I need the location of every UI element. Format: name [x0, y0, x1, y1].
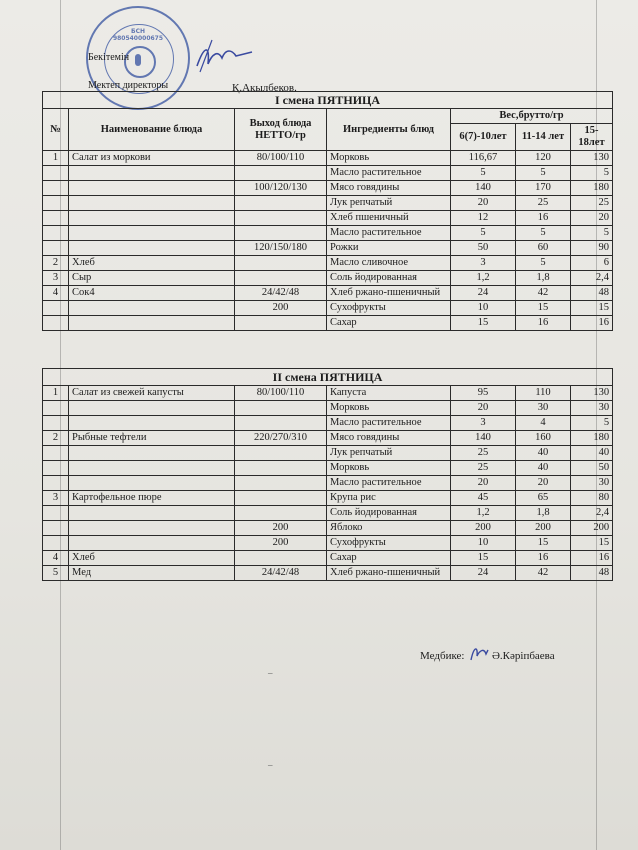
- row-output: 24/42/48: [235, 566, 327, 581]
- col-dish: Наименование блюда: [69, 109, 235, 151]
- row-weight-6-10: 140: [451, 431, 516, 446]
- row-output: 120/150/180: [235, 241, 327, 256]
- row-weight-6-10: 15: [451, 551, 516, 566]
- col-age-11-14: 11-14 лет: [516, 124, 571, 151]
- row-ingredient: Соль йодированная: [327, 506, 451, 521]
- row-weight-11-14: 42: [516, 566, 571, 581]
- table-row: [43, 506, 613, 521]
- row-output: [235, 226, 327, 241]
- row-ingredient: Соль йодированная: [327, 271, 451, 286]
- row-weight-11-14: 5: [516, 256, 571, 271]
- row-num: [43, 416, 69, 431]
- row-weight-6-10: 95: [451, 386, 516, 401]
- row-ingredient: Масло растительное: [327, 226, 451, 241]
- row-weight-6-10: 1,2: [451, 271, 516, 286]
- row-output: [235, 416, 327, 431]
- row-num: 5: [43, 566, 69, 581]
- row-ingredient: Масло растительное: [327, 166, 451, 181]
- row-num: [43, 166, 69, 181]
- row-weight-6-10: 20: [451, 401, 516, 416]
- col-num: №: [43, 109, 69, 151]
- row-dish: Сок4: [69, 286, 235, 301]
- row-weight-11-14: 170: [516, 181, 571, 196]
- row-ingredient: Мясо говядины: [327, 431, 451, 446]
- table-row: [43, 551, 613, 566]
- row-weight-15-18: 130: [571, 151, 613, 166]
- row-ingredient: Крупа рис: [327, 491, 451, 506]
- row-num: [43, 536, 69, 551]
- row-dish: [69, 461, 235, 476]
- row-ingredient: Сухофрукты: [327, 536, 451, 551]
- row-num: [43, 316, 69, 331]
- table-row: [43, 401, 613, 416]
- row-weight-11-14: 25: [516, 196, 571, 211]
- row-weight-15-18: 40: [571, 446, 613, 461]
- row-output: [235, 256, 327, 271]
- col-output: Выход блюда НЕТТО/гр: [235, 109, 327, 151]
- row-ingredient: Морковь: [327, 401, 451, 416]
- row-output: [235, 506, 327, 521]
- row-output: 80/100/110: [235, 386, 327, 401]
- row-weight-11-14: 16: [516, 551, 571, 566]
- row-weight-11-14: 200: [516, 521, 571, 536]
- row-output: [235, 446, 327, 461]
- row-ingredient: Морковь: [327, 151, 451, 166]
- row-weight-6-10: 140: [451, 181, 516, 196]
- shift1-title: I смена ПЯТНИЦА: [43, 92, 613, 109]
- shift2-rows: [43, 386, 613, 581]
- row-dish: Сыр: [69, 271, 235, 286]
- table-row: [43, 431, 613, 446]
- table-row: [43, 476, 613, 491]
- scan-mark: –: [268, 668, 273, 678]
- row-num: [43, 241, 69, 256]
- table-row: [43, 491, 613, 506]
- row-weight-15-18: 16: [571, 316, 613, 331]
- row-ingredient: Морковь: [327, 461, 451, 476]
- row-num: 3: [43, 491, 69, 506]
- row-weight-6-10: 10: [451, 301, 516, 316]
- row-weight-15-18: 16: [571, 551, 613, 566]
- row-num: 2: [43, 256, 69, 271]
- row-dish: Хлеб: [69, 551, 235, 566]
- table-row: [43, 211, 613, 226]
- row-weight-15-18: 48: [571, 566, 613, 581]
- shift2-title: II смена ПЯТНИЦА: [43, 369, 613, 386]
- row-num: [43, 211, 69, 226]
- col-ingredients: Ингредиенты блюд: [327, 109, 451, 151]
- shift1-rows: [43, 151, 613, 331]
- row-weight-6-10: 116,67: [451, 151, 516, 166]
- table-row: [43, 536, 613, 551]
- row-weight-15-18: 130: [571, 386, 613, 401]
- row-weight-11-14: 1,8: [516, 506, 571, 521]
- row-weight-11-14: 16: [516, 316, 571, 331]
- row-ingredient: Мясо говядины: [327, 181, 451, 196]
- row-weight-11-14: 30: [516, 401, 571, 416]
- row-num: [43, 196, 69, 211]
- row-ingredient: Рожки: [327, 241, 451, 256]
- row-dish: [69, 166, 235, 181]
- row-dish: [69, 181, 235, 196]
- row-output: 24/42/48: [235, 286, 327, 301]
- row-num: 3: [43, 271, 69, 286]
- row-output: 200: [235, 521, 327, 536]
- row-output: [235, 211, 327, 226]
- row-ingredient: Сахар: [327, 551, 451, 566]
- row-num: [43, 461, 69, 476]
- row-weight-11-14: 4: [516, 416, 571, 431]
- row-dish: [69, 211, 235, 226]
- director-name: Қ.Акылбеков.: [232, 82, 297, 94]
- table-row: [43, 286, 613, 301]
- row-weight-11-14: 15: [516, 536, 571, 551]
- shift1-table: [42, 91, 613, 331]
- row-weight-15-18: 30: [571, 476, 613, 491]
- row-weight-15-18: 5: [571, 226, 613, 241]
- row-num: 1: [43, 151, 69, 166]
- row-num: [43, 506, 69, 521]
- table-row: [43, 566, 613, 581]
- row-num: [43, 476, 69, 491]
- row-weight-6-10: 24: [451, 286, 516, 301]
- row-weight-11-14: 65: [516, 491, 571, 506]
- row-weight-15-18: 90: [571, 241, 613, 256]
- row-output: 100/120/130: [235, 181, 327, 196]
- row-dish: [69, 301, 235, 316]
- row-dish: [69, 506, 235, 521]
- row-weight-15-18: 15: [571, 301, 613, 316]
- row-output: 220/270/310: [235, 431, 327, 446]
- row-dish: Рыбные тефтели: [69, 431, 235, 446]
- row-weight-15-18: 6: [571, 256, 613, 271]
- table-row: [43, 446, 613, 461]
- row-weight-11-14: 42: [516, 286, 571, 301]
- row-dish: [69, 446, 235, 461]
- row-weight-6-10: 15: [451, 316, 516, 331]
- row-num: 1: [43, 386, 69, 401]
- table-row: [43, 151, 613, 166]
- row-num: [43, 446, 69, 461]
- table-row: [43, 256, 613, 271]
- row-output: [235, 166, 327, 181]
- row-dish: Хлеб: [69, 256, 235, 271]
- table-row: [43, 196, 613, 211]
- row-dish: Салат из моркови: [69, 151, 235, 166]
- row-ingredient: Лук репчатый: [327, 196, 451, 211]
- row-num: 4: [43, 551, 69, 566]
- nurse-label: Медбике:: [420, 650, 465, 662]
- shift2-table: [42, 368, 613, 581]
- row-weight-11-14: 16: [516, 211, 571, 226]
- row-ingredient: Лук репчатый: [327, 446, 451, 461]
- row-ingredient: Масло сливочное: [327, 256, 451, 271]
- nurse-name: Ә.Кәріпбаева: [491, 650, 555, 662]
- row-weight-6-10: 5: [451, 166, 516, 181]
- row-num: [43, 226, 69, 241]
- row-output: 200: [235, 301, 327, 316]
- row-dish: [69, 196, 235, 211]
- row-num: 2: [43, 431, 69, 446]
- row-dish: Картофельное пюре: [69, 491, 235, 506]
- row-num: [43, 401, 69, 416]
- row-ingredient: Сухофрукты: [327, 301, 451, 316]
- table-row: [43, 181, 613, 196]
- row-weight-11-14: 20: [516, 476, 571, 491]
- row-dish: [69, 401, 235, 416]
- seal-code: БСН 980540000675: [112, 28, 164, 42]
- row-weight-11-14: 5: [516, 166, 571, 181]
- row-output: 80/100/110: [235, 151, 327, 166]
- row-weight-15-18: 80: [571, 491, 613, 506]
- row-weight-15-18: 30: [571, 401, 613, 416]
- row-weight-15-18: 25: [571, 196, 613, 211]
- row-weight-11-14: 5: [516, 226, 571, 241]
- row-output: [235, 551, 327, 566]
- row-weight-15-18: 2,4: [571, 271, 613, 286]
- row-dish: [69, 476, 235, 491]
- col-weight: Вес,брутто/гр: [451, 109, 613, 124]
- row-weight-11-14: 110: [516, 386, 571, 401]
- row-num: [43, 301, 69, 316]
- row-weight-6-10: 20: [451, 476, 516, 491]
- row-weight-6-10: 5: [451, 226, 516, 241]
- row-weight-6-10: 3: [451, 416, 516, 431]
- table-row: [43, 316, 613, 331]
- row-weight-11-14: 15: [516, 301, 571, 316]
- row-weight-6-10: 10: [451, 536, 516, 551]
- table-row: [43, 301, 613, 316]
- row-weight-15-18: 48: [571, 286, 613, 301]
- row-weight-15-18: 180: [571, 431, 613, 446]
- row-dish: [69, 416, 235, 431]
- col-age-15-18: 15-18лет: [571, 124, 613, 151]
- row-ingredient: Хлеб ржано-пшеничный: [327, 286, 451, 301]
- row-dish: [69, 521, 235, 536]
- row-weight-11-14: 60: [516, 241, 571, 256]
- row-dish: Салат из свежей капусты: [69, 386, 235, 401]
- table-row: [43, 226, 613, 241]
- table-row: [43, 241, 613, 256]
- row-weight-6-10: 1,2: [451, 506, 516, 521]
- row-ingredient: Хлеб ржано-пшеничный: [327, 566, 451, 581]
- row-dish: [69, 316, 235, 331]
- row-output: [235, 476, 327, 491]
- row-weight-15-18: 2,4: [571, 506, 613, 521]
- row-output: [235, 271, 327, 286]
- scan-mark: –: [268, 760, 273, 770]
- col-age-6-10: 6(7)-10лет: [451, 124, 516, 151]
- row-weight-6-10: 20: [451, 196, 516, 211]
- row-weight-6-10: 25: [451, 446, 516, 461]
- row-dish: [69, 226, 235, 241]
- table-row: [43, 271, 613, 286]
- row-output: [235, 316, 327, 331]
- row-weight-11-14: 120: [516, 151, 571, 166]
- row-num: [43, 181, 69, 196]
- row-dish: [69, 536, 235, 551]
- row-weight-6-10: 24: [451, 566, 516, 581]
- table-row: [43, 386, 613, 401]
- row-ingredient: Масло растительное: [327, 476, 451, 491]
- row-weight-6-10: 3: [451, 256, 516, 271]
- row-weight-6-10: 200: [451, 521, 516, 536]
- row-ingredient: Масло растительное: [327, 416, 451, 431]
- row-num: [43, 521, 69, 536]
- table-row: [43, 416, 613, 431]
- row-weight-6-10: 12: [451, 211, 516, 226]
- row-weight-11-14: 40: [516, 446, 571, 461]
- row-ingredient: Капуста: [327, 386, 451, 401]
- table-row: [43, 521, 613, 536]
- row-weight-15-18: 5: [571, 416, 613, 431]
- row-output: [235, 461, 327, 476]
- row-output: 200: [235, 536, 327, 551]
- row-weight-11-14: 160: [516, 431, 571, 446]
- row-weight-6-10: 50: [451, 241, 516, 256]
- row-weight-15-18: 200: [571, 521, 613, 536]
- table-row: [43, 461, 613, 476]
- row-weight-11-14: 40: [516, 461, 571, 476]
- director-label: Мектеп директоры: [88, 80, 169, 91]
- row-ingredient: Хлеб пшеничный: [327, 211, 451, 226]
- row-ingredient: Сахар: [327, 316, 451, 331]
- approve-label: Бекітемін: [88, 52, 130, 63]
- row-output: [235, 196, 327, 211]
- row-num: 4: [43, 286, 69, 301]
- director-signature: [192, 36, 262, 76]
- row-weight-15-18: 180: [571, 181, 613, 196]
- row-dish: [69, 241, 235, 256]
- row-dish: Мед: [69, 566, 235, 581]
- row-ingredient: Яблоко: [327, 521, 451, 536]
- row-weight-11-14: 1,8: [516, 271, 571, 286]
- row-weight-15-18: 20: [571, 211, 613, 226]
- row-output: [235, 401, 327, 416]
- row-weight-15-18: 5: [571, 166, 613, 181]
- row-weight-15-18: 15: [571, 536, 613, 551]
- row-weight-15-18: 50: [571, 461, 613, 476]
- table-row: [43, 166, 613, 181]
- row-output: [235, 491, 327, 506]
- row-weight-6-10: 45: [451, 491, 516, 506]
- row-weight-6-10: 25: [451, 461, 516, 476]
- nurse-signature: [468, 642, 490, 664]
